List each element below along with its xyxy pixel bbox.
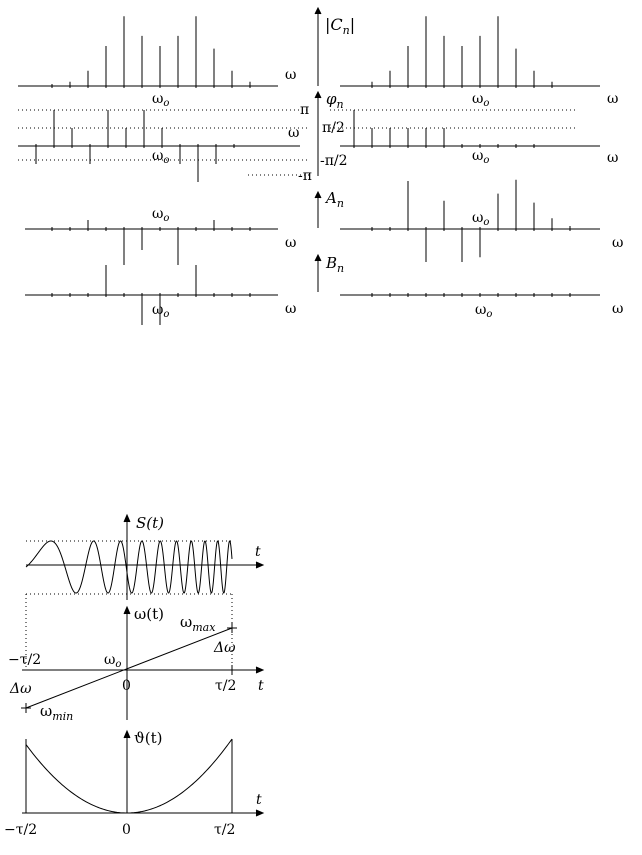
w-t-label: t xyxy=(258,678,264,694)
phase-tick-pi2: π/2 xyxy=(322,120,345,136)
omega-axis-label-4: ω xyxy=(607,150,619,166)
w-line xyxy=(26,628,232,708)
chirp-panel xyxy=(21,515,263,816)
w-min-label: $\omega_{min}$ xyxy=(40,702,74,723)
w-zero-label: 0 xyxy=(122,678,131,694)
w-max-label: $\omega_{max}$ xyxy=(180,613,216,634)
neg-tau-half-top: −τ/2 xyxy=(8,652,42,668)
s-time-arrow xyxy=(256,562,263,568)
chirp-labels xyxy=(4,514,264,838)
arrow-a xyxy=(315,192,321,198)
phase-lines-right xyxy=(354,110,534,148)
label-a: $A_n$ xyxy=(326,189,344,210)
phase-tick-neg-pi: -π xyxy=(298,168,312,184)
omega-axis-label-1: ω xyxy=(285,67,297,83)
theta-time-arrow xyxy=(256,810,263,816)
tau-half-bottom: τ/2 xyxy=(214,822,236,838)
delta-w-left: Δω xyxy=(10,681,32,697)
delta-w-right: Δω xyxy=(214,640,236,656)
label-phi: $\varphi_n$ xyxy=(326,90,344,111)
magnitude-lines-left xyxy=(52,16,250,88)
label-b: $B_n$ xyxy=(326,254,345,275)
theta-label: ϑ(t) xyxy=(134,729,163,747)
omega0-label-6: $\omega_o$ xyxy=(472,210,490,228)
w-axis-arrow xyxy=(124,607,130,614)
magnitude-lines-right xyxy=(372,16,552,88)
theta-zero-label: 0 xyxy=(122,822,131,838)
w0-label: $\omega_o$ xyxy=(104,652,122,670)
a-lines-left xyxy=(52,220,250,265)
theta-axis-arrow xyxy=(124,731,130,738)
omega0-label-5: $\omega_o$ xyxy=(152,206,170,224)
omega-axis-label-6: ω xyxy=(612,235,624,251)
phase-tick-neg-pi2: -π/2 xyxy=(320,153,348,169)
theta-t-label: t xyxy=(256,792,262,808)
omega0-label-4: $\omega_o$ xyxy=(472,148,490,166)
omega0-label-1: $\omega_o$ xyxy=(152,91,170,109)
omega0-label-7: $\omega_o$ xyxy=(152,302,170,320)
arrow-c xyxy=(315,8,321,14)
omega-axis-label-3: ω xyxy=(288,125,300,141)
phase-reference-lines xyxy=(18,110,578,175)
phase-tick-pi: π xyxy=(300,102,310,118)
a-lines-right xyxy=(372,180,570,262)
omega-axis-label-2: ω xyxy=(607,91,619,107)
arrow-b xyxy=(315,255,321,261)
w-label: ω(t) xyxy=(134,605,164,623)
omega0-label-8: $\omega_o$ xyxy=(475,302,493,320)
s-t-label: t xyxy=(255,544,261,560)
spectra-panel xyxy=(18,8,600,325)
omega0-label-2: $\omega_o$ xyxy=(472,91,490,109)
s-axis-arrow xyxy=(124,515,130,522)
omega-axis-label-7: ω xyxy=(285,301,297,317)
omega-axis-label-8: ω xyxy=(612,301,624,317)
label-c: $|C_n|$ xyxy=(325,15,356,37)
theta-parabola xyxy=(26,739,232,813)
s-label: S(t) xyxy=(136,514,165,532)
tau-half-w: τ/2 xyxy=(215,678,237,694)
arrow-phi xyxy=(315,92,321,98)
omega0-label-3: $\omega_o$ xyxy=(152,148,170,166)
omega-axis-label-5: ω xyxy=(285,235,297,251)
neg-tau-half-bottom: −τ/2 xyxy=(4,822,38,838)
w-time-arrow xyxy=(256,667,263,673)
spectra-labels xyxy=(152,15,623,320)
chirp-waveform xyxy=(26,541,232,593)
